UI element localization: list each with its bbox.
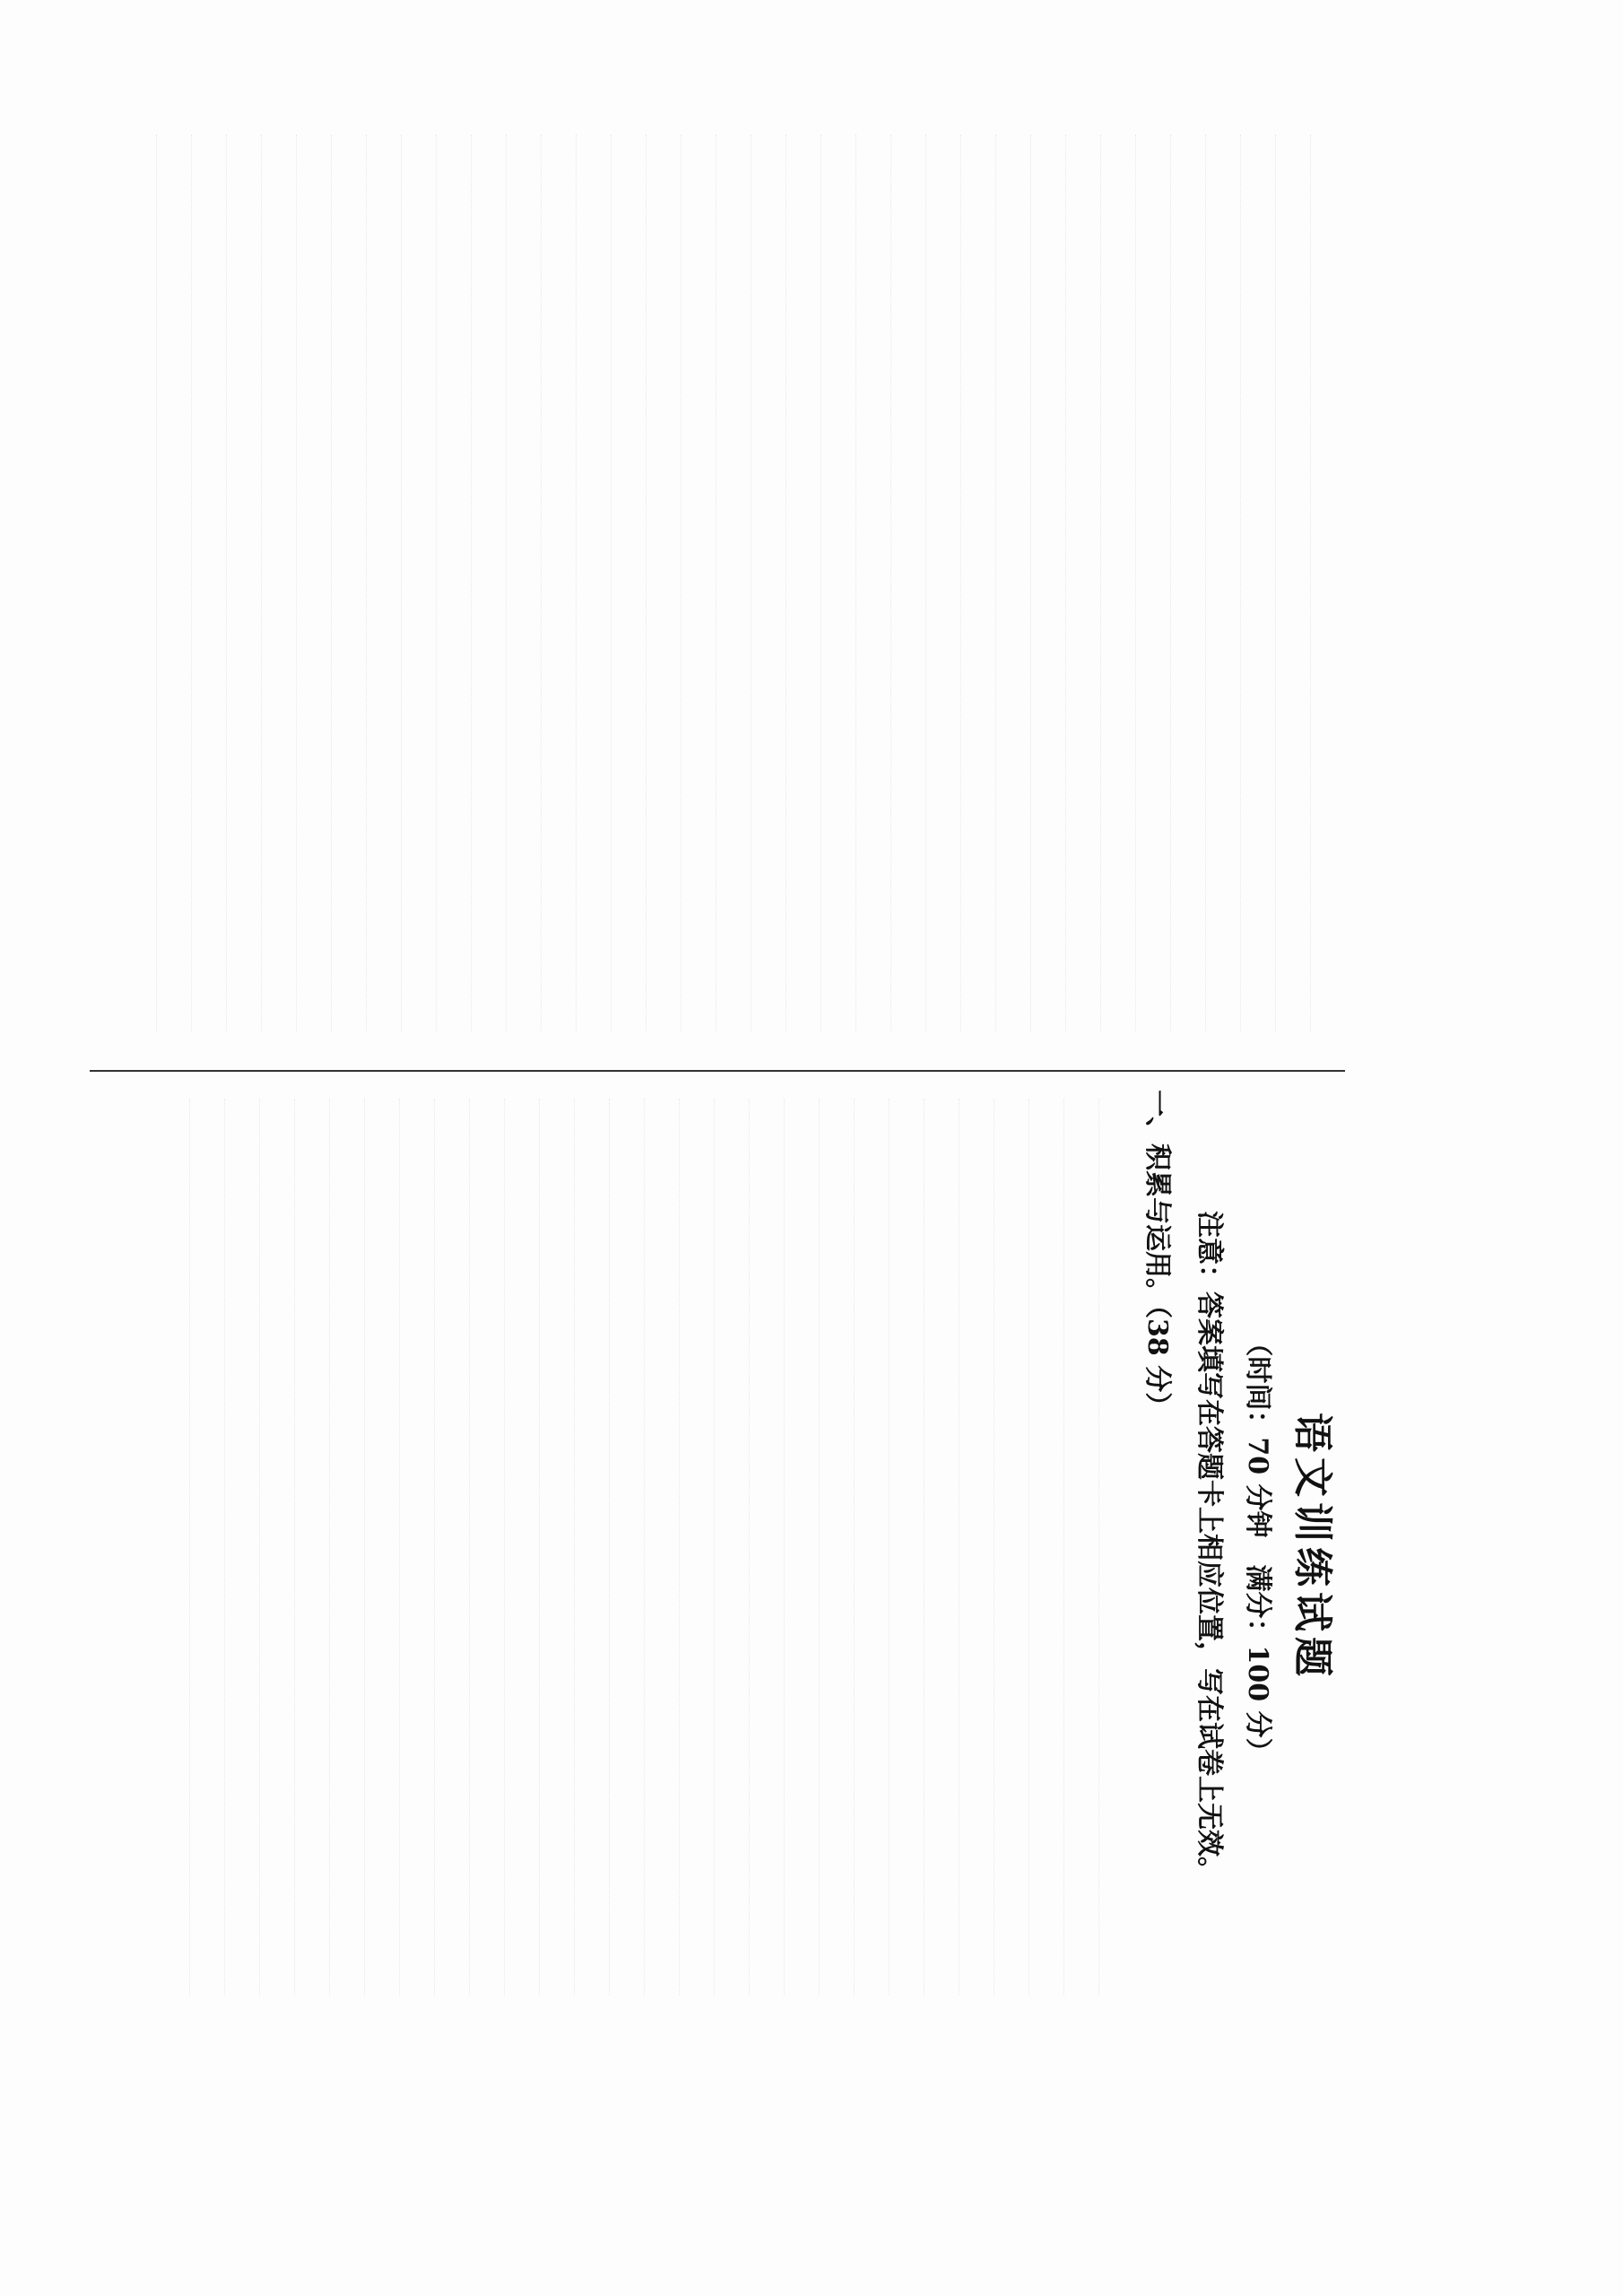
section-heading: 一、积累与运用。（38 分）	[1141, 1090, 1173, 1420]
question-line	[890, 135, 925, 1031]
question-line	[539, 1099, 574, 1996]
question-line	[576, 135, 611, 1031]
question-line	[401, 135, 436, 1031]
question-line	[364, 1099, 399, 1996]
question-line	[331, 135, 366, 1031]
question-line	[1030, 135, 1065, 1031]
question-line	[959, 1099, 994, 1996]
exam-subtitle: （时间：70 分钟 满分：100 分）	[1242, 1329, 1273, 1765]
question-line	[784, 1099, 819, 1996]
question-line	[1065, 135, 1100, 1031]
question-line	[1240, 135, 1275, 1031]
question-line	[189, 1099, 224, 1996]
question-line	[329, 1099, 364, 1996]
question-line	[716, 135, 751, 1031]
question-line	[156, 135, 191, 1031]
question-line	[854, 1099, 889, 1996]
question-line	[925, 135, 960, 1031]
question-line	[714, 1099, 749, 1996]
question-line	[506, 135, 541, 1031]
question-line	[541, 135, 576, 1031]
lower-question-lines	[189, 1090, 1133, 2005]
question-line	[785, 135, 820, 1031]
question-line	[1063, 1099, 1098, 1996]
lower-half-page	[99, 1090, 1345, 2005]
question-line	[226, 135, 261, 1031]
question-line	[749, 1099, 784, 1996]
question-line	[994, 1099, 1028, 1996]
question-line	[1135, 135, 1170, 1031]
question-line	[399, 1099, 434, 1996]
question-line	[261, 135, 296, 1031]
exam-title: 语文训练试题	[1289, 1413, 1335, 1682]
question-line	[855, 135, 890, 1031]
question-line	[819, 1099, 854, 1996]
question-line	[995, 135, 1030, 1031]
question-line	[679, 1099, 714, 1996]
question-line	[646, 135, 681, 1031]
question-line	[1310, 135, 1345, 1031]
question-line	[681, 135, 716, 1031]
question-line	[1028, 1099, 1063, 1996]
question-line	[296, 135, 331, 1031]
question-line	[751, 135, 785, 1031]
question-line	[1098, 1099, 1133, 1996]
question-line	[1275, 135, 1310, 1031]
question-line	[224, 1099, 259, 1996]
question-line	[366, 135, 401, 1031]
exam-notice: 注意：答案填写在答题卡上相应位置，写在试卷上无效。	[1193, 1211, 1225, 1883]
upper-half-page	[99, 126, 1345, 1040]
question-line	[469, 1099, 504, 1996]
question-line	[1170, 135, 1205, 1031]
question-line	[471, 135, 506, 1031]
question-line	[960, 135, 995, 1031]
question-line	[191, 135, 226, 1031]
question-line	[1100, 135, 1135, 1031]
question-line	[644, 1099, 679, 1996]
question-line	[820, 135, 855, 1031]
question-line	[889, 1099, 924, 1996]
question-line	[924, 1099, 959, 1996]
question-line	[611, 135, 646, 1031]
question-line	[436, 135, 471, 1031]
question-line	[574, 1099, 609, 1996]
page-divider	[90, 1070, 1345, 1072]
question-line	[609, 1099, 644, 1996]
question-line	[294, 1099, 329, 1996]
question-line	[434, 1099, 469, 1996]
question-line	[259, 1099, 294, 1996]
question-line	[504, 1099, 539, 1996]
question-line	[1205, 135, 1240, 1031]
